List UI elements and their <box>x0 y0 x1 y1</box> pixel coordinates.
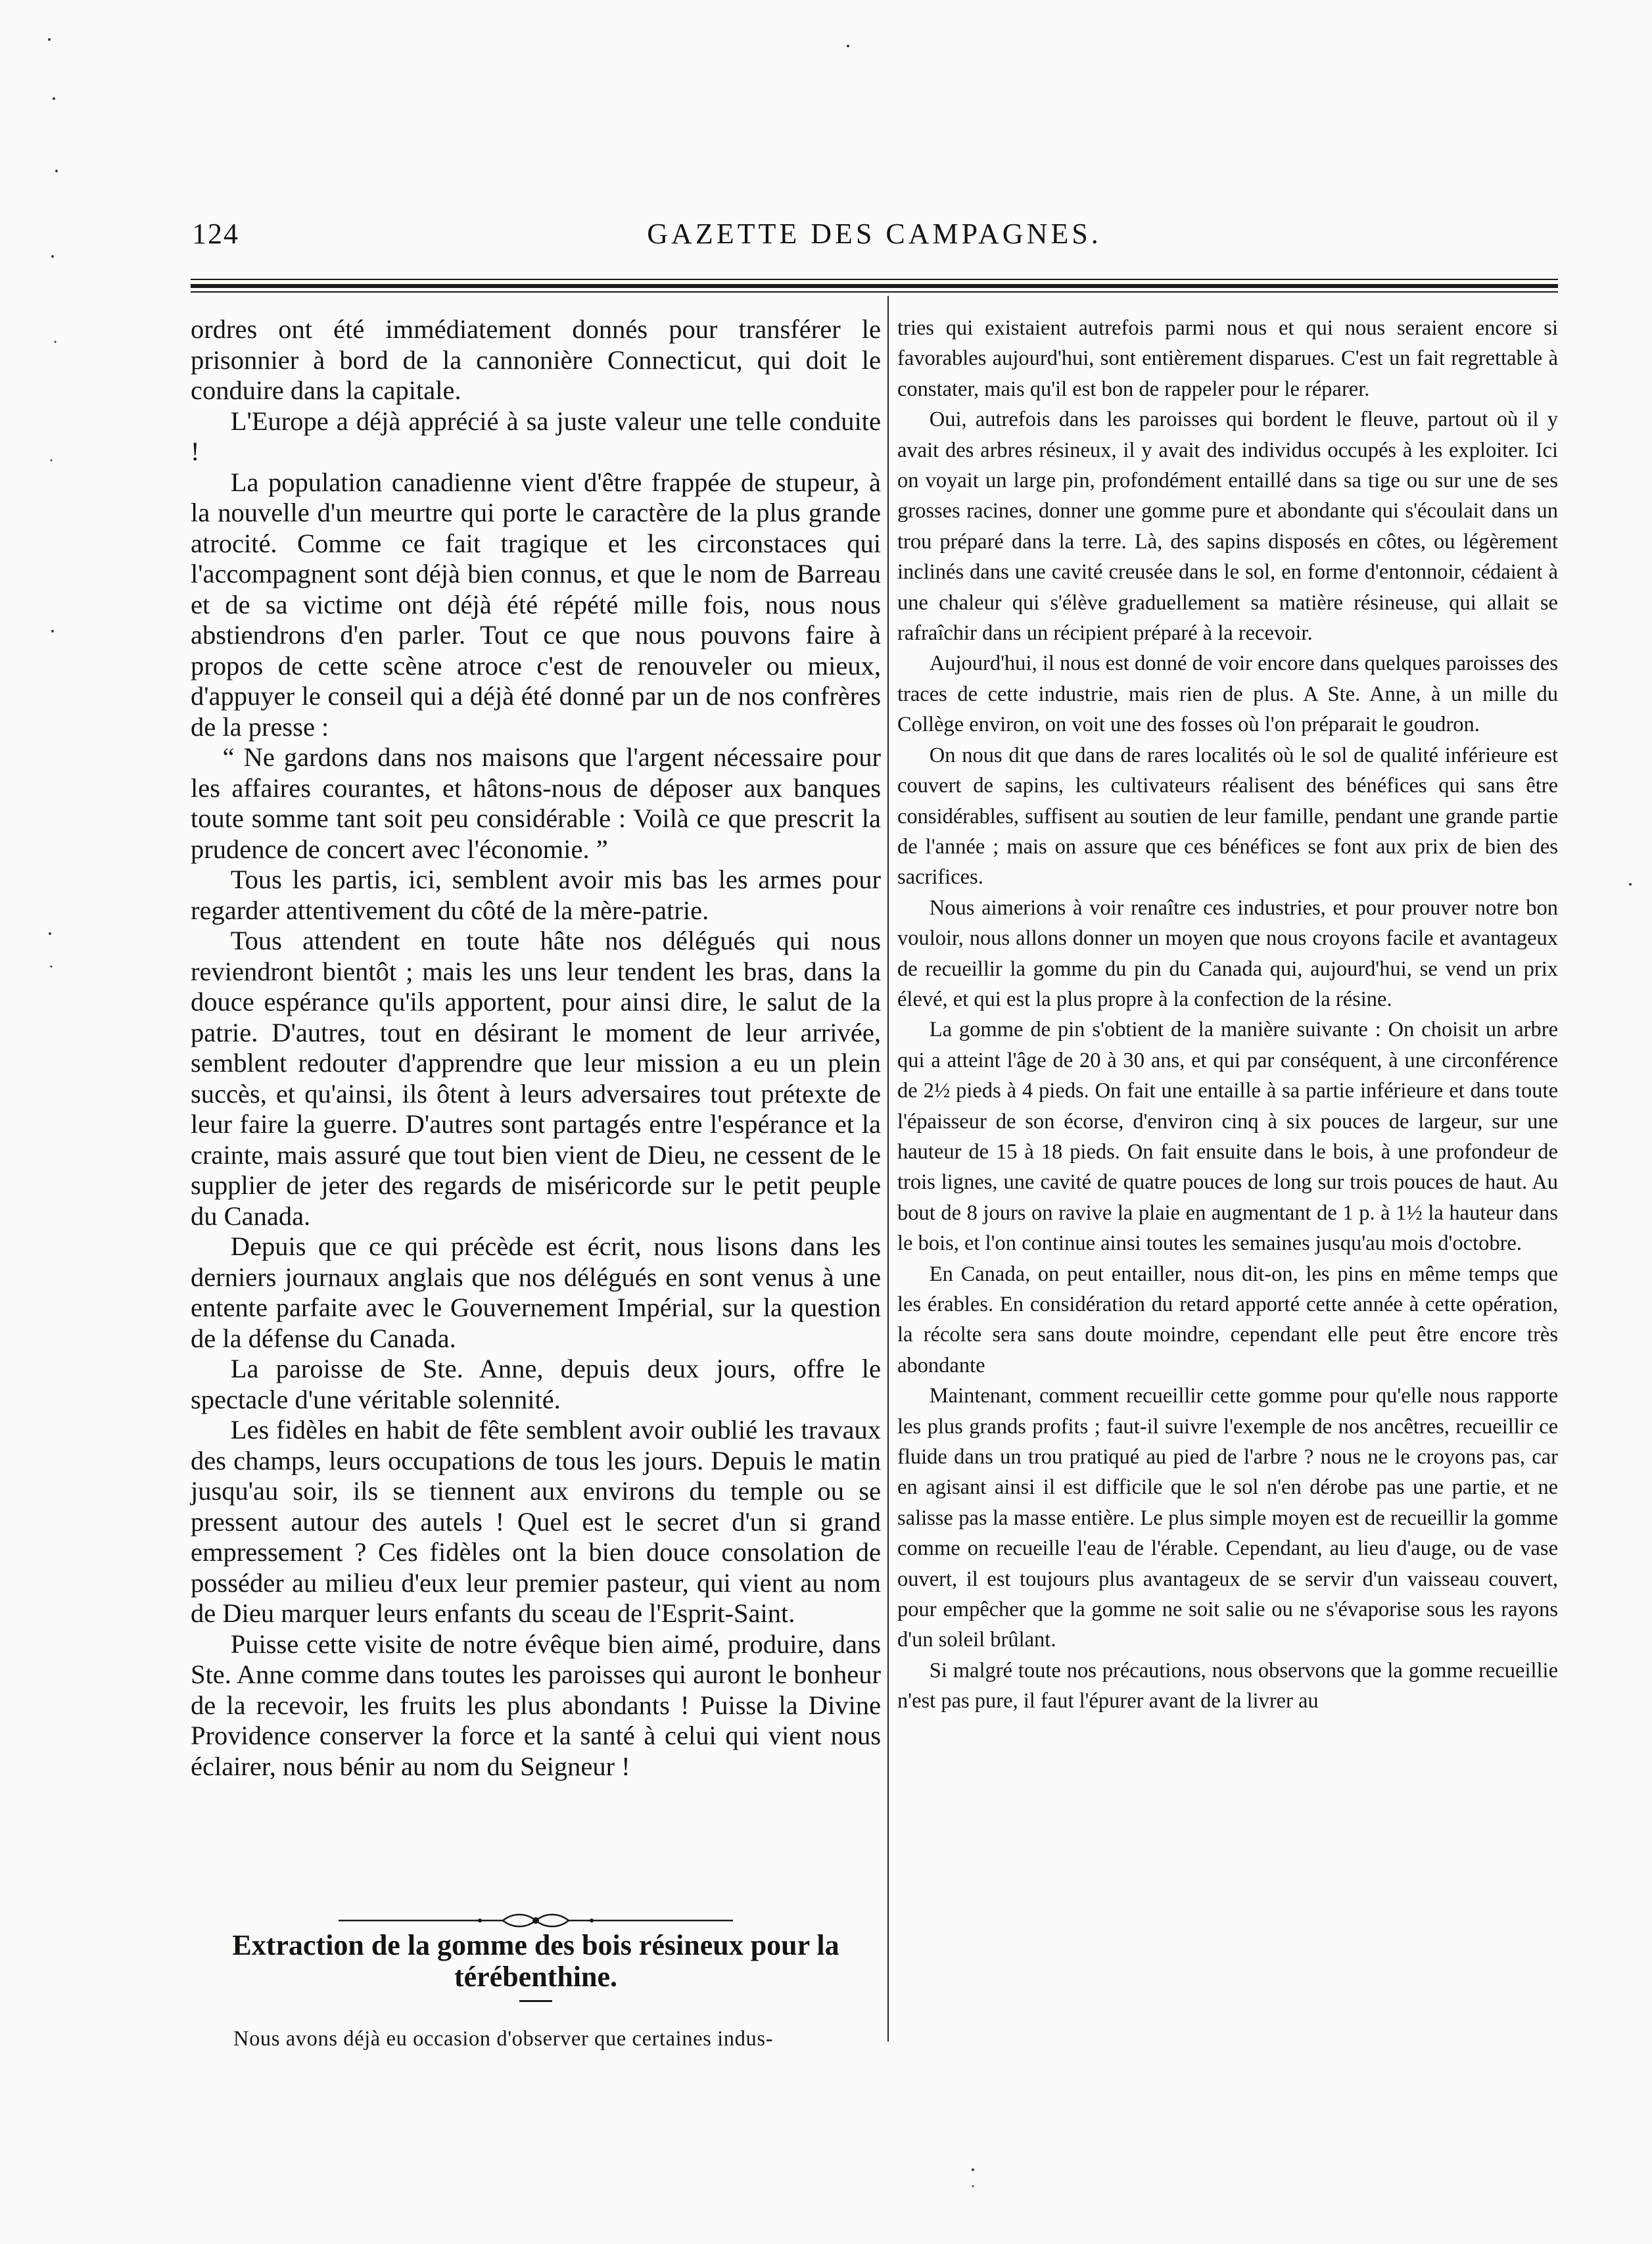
right-paragraph-5: Nous aimerions à voir renaître ces industries, et pour prouver notre bon vouloir, nous allons donner un moyen que nous croyons facile et avantageux de recueillir la gomme du pin du Canada qui, aujourd'hui, se vend un prix élevé, et qui est la plus propre à la confection de la résine. <box>897 895 1558 1011</box>
right-paragraph-8: Maintenant, comment recueillir cette gomme pour qu'elle nous rapporte les plus grands profits ; faut-il suivre l'exemple de nos ancêtres, recueillir ce fluide dans un trou pratiqué au pied de l'arbre ? nous ne le croyons pas, car en agisant ainsi il est difficile que le sol n'en dérobe pas une partie, et ne salisse pas la masse entière. Le plus simple moyen est de recueillir la gomme comme on recueille l'eau de l'érable. Cependant, au lieu d'auge, ou de vase ouvert, il est toujours plus avantageux de se servir d'un vaisseau couvert, pour empêcher que la gomme ne soit salie ou ne s'évaporise sous les rayons d'un soleil brûlant. <box>897 1384 1558 1652</box>
right-paragraph-7: En Canada, on peut entailler, nous dit-on, les pins en même temps que les érables. En considération du retard apporté cette année à cette opération, la récolte sera sans doute moindre, cependant elle peut être encore très abondante <box>897 1262 1558 1377</box>
left-paragraph-1: ordres ont été immédiatement donnés pour transférer le prisonnier à bord de la cannonière Connecticut, qui doit le conduire dans la capitale. <box>191 314 881 405</box>
left-paragraph-7: Depuis que ce qui précède est écrit, nous lisons dans les derniers journaux anglais que nos délégués en sont venus à une entente parfaite avec le Gouvernement Impérial, sur la question de la défense du Canada. <box>191 1231 881 1353</box>
running-title: GAZETTE DES CAMPAGNES. <box>647 218 1102 250</box>
left-paragraph-5: Tous les partis, ici, semblent avoir mis bas les armes pour regarder attentivement du côté de la mère-patrie. <box>191 865 881 925</box>
right-paragraph-2: Oui, autrefois dans les paroisses qui bordent le fleuve, partout où il y avait des arbres résineux, il y avait des individus occupés à les exploiter. Ici on voyait un large pin, profondément entaillé dans sa tige ou sur une de ses grosses racines, donner une gomme pure et abondante qui s'écoulait dans un trou préparé dans la terre. Là, des sapins disposés en côtes, ou légèrement inclinés dans une cavité creusée dans le sol, en forme d'entonnoir, cédaient à une chaleur qui s'élève graduellement sa matière résineuse, qui allait se rafraîchir dans un récipient préparé à la recevoir. <box>897 408 1558 646</box>
right-paragraph-4: On nous dit que dans de rares localités où le sol de qualité inférieure est couvert de sapins, les cultivateurs réalisent des bénéfices qui sans être considérables, suffisent au soutien de leur famille, pendant une grande partie de l'année ; mais on assure que ces bénéfices se font aux prix de bien des sacrifices. <box>897 743 1558 890</box>
left-paragraph-2: L'Europe a déjà apprécié à sa juste valeur une telle conduite ! <box>191 406 881 466</box>
left-paragraph-6: Tous attendent en toute hâte nos délégués qui nous reviendront bientôt ; mais les uns leur tendent les bras, dans la douce espérance qu'ils apportent, pour ainsi dire, le salut de la patrie. D'autres, tout en désirant le moment de leur arrivée, semblent redouter d'apprendre que leur mission a eu un plein succès, et qu'ainsi, ils ôtent à leurs adversaires tout prétexte de leur faire la guerre. D'autres sont partagés entre l'espérance et la crainte, mais assuré que tout bien vient de Dieu, ne cessent de le supplier de jeter des regards de miséricorde sur le petit peuple du Canada. <box>191 926 881 1231</box>
left-paragraph-8: La paroisse de Ste. Anne, depuis deux jours, offre le spectacle d'une véritable solennité. <box>191 1354 881 1414</box>
right-paragraph-9: Si malgré toute nos précautions, nous observons que la gomme recueillie n'est pas pure, il faut l'épurer avant de la livrer au <box>897 1658 1558 1713</box>
right-paragraph-3: Aujourd'hui, il nous est donné de voir encore dans quelques paroisses des traces de cette industrie, mais rien de plus. A Ste. Anne, à un mille du Collège environ, on voit une des fosses où l'on préparait le goudron. <box>897 652 1558 737</box>
right-paragraph-1: tries qui existaient autrefois parmi nous et qui nous seraient encore si favorables aujourd'hui, sont entièrement disparues. C'est un fait regrettable à constater, mais qu'il est bon de rappeler pour le réparer. <box>897 316 1558 401</box>
page-number: 124 <box>192 218 239 250</box>
right-paragraph-6: La gomme de pin s'obtient de la manière suivante : On choisit un arbre qui a atteint l'âge de 20 à 30 ans, et qui par conséquent, à une circonférence de 2½ pieds à 4 pieds. On fait une entaille à sa partie inférieure et dans toute l'épaisseur de son écorse, d'environ cinq à six pouces de largeur, sur une hauteur de 15 à 18 pieds. On fait ensuite dans le bois, à une profondeur de trois lignes, une cavité de quatre pouces de long sur trois pouces de haut. Au bout de 8 jours on ravive la plaie en augmentant de 1 p. à 1½ la hauteur dans le bois, et l'on continue ainsi toutes les semaines jusqu'au mois d'octobre. <box>897 1018 1558 1256</box>
left-paragraph-10: Puisse cette visite de notre évêque bien aimé, produire, dans Ste. Anne comme dans toutes les paroisses qui auront le bonheur de la recevoir, les fruits les plus abondants ! Puisse la Divine Providence conserver la force et la santé à celui qui vient nous éclairer, nous bénir au nom du Seigneur ! <box>191 1629 881 1781</box>
left-paragraph-quote: “ Ne gardons dans nos maisons que l'argent nécessaire pour les affaires courantes, et hâtons-nous de déposer aux banques toute somme tant soit peu considérable : Voilà ce que prescrit la prudence de concert avec l'économie. ” <box>191 742 881 864</box>
section-intro-line: Nous avons déjà eu occasion d'observer que certaines indus- <box>233 2027 774 2051</box>
section-title: Extraction de la gomme des bois résineux pour la térébenthine. <box>232 1929 839 1993</box>
left-paragraph-9: Les fidèles en habit de fête semblent avoir oublié les travaux des champs, leurs occupations de tous les jours. Depuis le matin jusqu'au soir, ils se tiennent aux environs du temple ou se pressent autour des autels ! Quel est le secret d'un si grand empressement ? Ces fidèles ont la bien douce consolation de posséder au milieu d'eux leur premier pasteur, qui vient au nom de Dieu marquer leurs enfants du sceau de l'Esprit-Saint. <box>191 1415 881 1628</box>
left-paragraph-3: La population canadienne vient d'être frappée de stupeur, à la nouvelle d'un meurtre qui porte le caractère de la plus grande atrocité. Comme ce fait tragique et les circonstaces qui l'accompagnent sont déjà bien connus, et que le nom de Barreau et de sa victime ont déjà été répété mille fois, nous nous abstiendrons d'en parler. Tout ce que nous pouvons faire à propos de cette scène atroce c'est de renouveler ou mieux, d'appuyer le conseil qui a déjà été donné par un de nos confrères de la presse : <box>191 467 881 742</box>
